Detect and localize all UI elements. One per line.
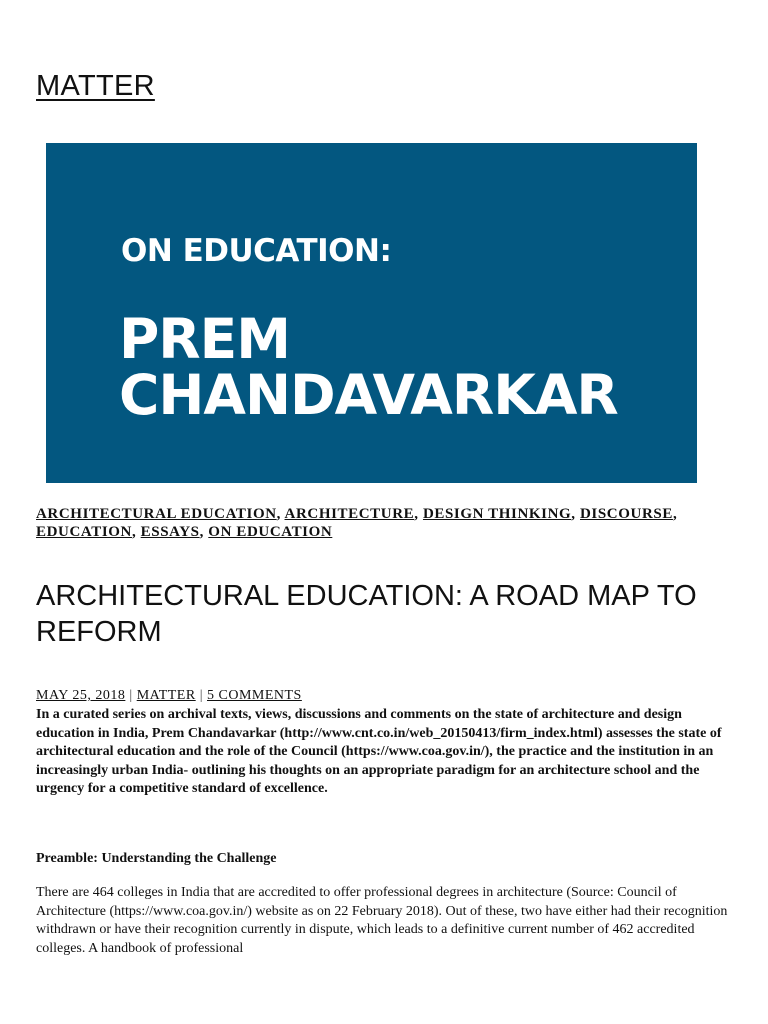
category-link-on-education[interactable]: ON EDUCATION [208, 524, 333, 540]
category-link-architectural-education[interactable]: ARCHITECTURAL EDUCATION [36, 506, 277, 522]
post-title: ARCHITECTURAL EDUCATION: A ROAD MAP TO REFORM [36, 580, 697, 648]
category-link-design-thinking[interactable]: DESIGN THINKING [422, 506, 572, 522]
banner-name-line-1: PREM [119, 307, 290, 371]
site-title-link[interactable]: MATTER [36, 70, 155, 102]
category-separator: , [199, 524, 209, 540]
category-link-discourse[interactable]: DISCOURSE [580, 506, 673, 522]
banner-author-name [119, 307, 618, 427]
post-meta [36, 688, 302, 704]
post-comments-link[interactable]: 5 COMMENTS [207, 688, 302, 703]
category-separator: , [276, 506, 285, 522]
post-author-link[interactable]: MATTER [136, 688, 196, 703]
category-link-education[interactable]: EDUCATION [36, 524, 132, 540]
category-separator: , [131, 524, 141, 540]
banner-name-line-2: CHANDAVARKAR [119, 363, 618, 427]
body-paragraph: There are 464 colleges in India that are accredited to offer professional degrees in architecture (Source: Council of Architecture (https://www.coa.gov.in/) website as on 22 February 2018). Out of these, two have either had their recognition withdrawn or have their recognition currently in dispute, which leads to a definitive current number of 462 accredited colleges. A handbook of professional [36, 885, 728, 956]
category-separator: , [571, 506, 580, 522]
post-date-link[interactable]: MAY 25, 2018 [36, 688, 126, 703]
meta-separator: | [129, 688, 133, 703]
post-body [36, 884, 736, 958]
intro-paragraph: In a curated series on archival texts, views, discussions and comments on the state of architecture and design education in India, Prem Chandavarkar (http://www.cnt.co.in/web_20150413/firm_index.html) assesses the state of architectural education and the role of the Council (https://www.coa.gov.in/), the practice and the institution in an increasingly urban India- outlining his thoughts on an appropriate paradigm for an architecture school and the urgency for a competitive standard of excellence. [36, 707, 722, 797]
category-separator: , [414, 506, 423, 522]
category-links [36, 505, 736, 541]
category-separator: , [672, 506, 678, 522]
category-link-architecture[interactable]: ARCHITECTURE [284, 506, 415, 522]
meta-separator: | [199, 688, 203, 703]
featured-image-banner[interactable] [46, 143, 697, 483]
post-intro [36, 706, 736, 799]
banner-kicker-text: ON EDUCATION: [121, 233, 392, 269]
category-link-essays[interactable]: ESSAYS [140, 524, 200, 540]
section-heading: Preamble: Understanding the Challenge [36, 851, 277, 866]
